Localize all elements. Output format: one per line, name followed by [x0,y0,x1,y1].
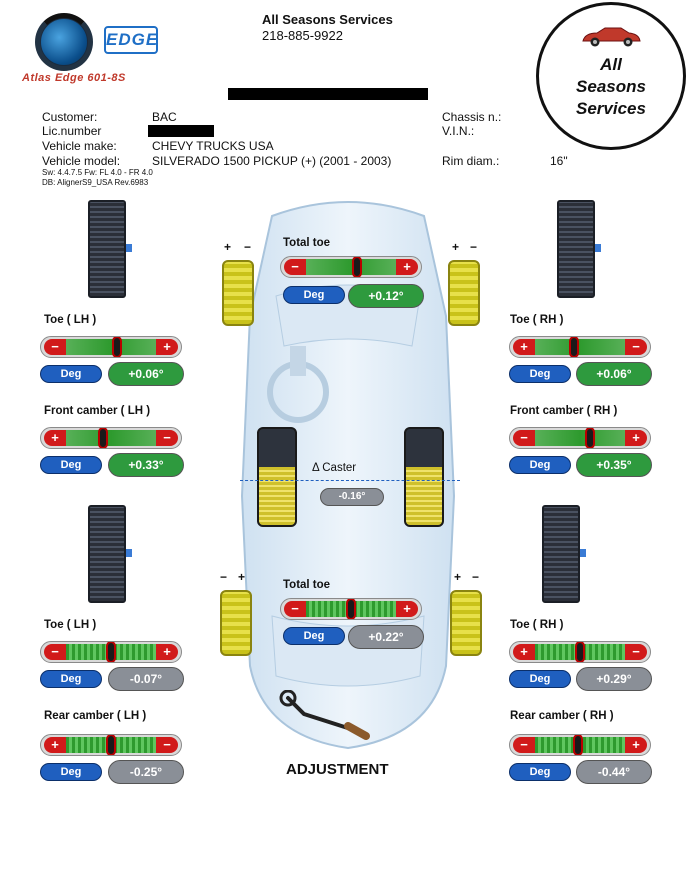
database-line: DB: AlignerS9_USA Rev.6983 [42,178,149,187]
shop-name: All Seasons Services [262,12,393,27]
front-toe-rh-value: +0.06° [576,362,652,386]
rear-camber-lh-value: -0.25° [108,760,184,784]
badge-text-1: All [600,55,622,74]
rear-camber-rh-value: -0.44° [576,760,652,784]
front-toe-rh-gauge: + − [509,336,651,358]
redacted-bar [228,88,428,100]
rear-toe-lh-title: Toe ( LH ) [44,619,97,631]
wrench-icon [278,690,374,742]
caster-right-column [404,427,444,527]
adjustment-label: ADJUSTMENT [286,761,389,778]
front-toe-rh-unit-button[interactable]: Deg [509,365,571,383]
delta-caster-value: -0.16° [320,488,384,506]
shop-badge [536,2,686,150]
rr-minus: − [472,570,480,584]
redacted-lic [148,125,214,137]
chassis-label: Chassis n.: [442,110,502,124]
front-toe-lh-title: Toe ( LH ) [44,314,97,326]
rear-right-tire-profile [542,505,580,603]
fl-plus: + [224,240,232,254]
fl-minus: − [244,240,252,254]
rear-toe-rh-value: +0.29° [576,667,652,691]
front-toe-lh-value: +0.06° [108,362,184,386]
rear-total-toe-gauge: − + [280,598,422,620]
front-camber-rh-title: Front camber ( RH ) [510,405,618,417]
classic-car-icon [579,25,643,47]
rear-left-wheel [220,590,252,656]
rear-toe-lh-value: -0.07° [108,667,184,691]
front-camber-rh-value: +0.35° [576,453,652,477]
delta-caster-title: Δ Caster [312,462,357,474]
rear-camber-rh-unit-button[interactable]: Deg [509,763,571,781]
caster-left-column [257,427,297,527]
edge-logo: EDGE [104,26,158,54]
vin-label: V.I.N.: [442,124,475,138]
front-total-toe-gauge [280,256,422,278]
gauge-needle [346,598,356,620]
rear-toe-lh-gauge: − + [40,641,182,663]
rear-camber-rh-title: Rear camber ( RH ) [510,710,614,722]
make-label: Vehicle make: [42,139,117,153]
gauge-needle [98,427,108,449]
fr-minus: − [470,240,478,254]
rl-plus: + [238,570,246,584]
rim-label: Rim diam.: [442,154,500,168]
front-total-toe-title: Total toe [283,237,331,249]
fr-plus: + [452,240,460,254]
caster-axis-line [240,480,460,481]
aligner-model: Atlas Edge 601-8S [22,72,126,84]
rr-plus: + [454,570,462,584]
software-line: Sw: 4.4.7.5 Fw: FL 4.0 - FR 4.0 [42,168,153,177]
gauge-needle [573,734,583,756]
gauge-needle [585,427,595,449]
atlas-equipment-logo [38,16,90,68]
rim-value: 16" [550,154,568,168]
front-right-tire-profile [557,200,595,298]
make-value: CHEVY TRUCKS USA [152,139,274,153]
front-toe-lh-unit-button[interactable]: Deg [40,365,102,383]
rear-total-toe-value: +0.22° [348,625,424,649]
front-camber-lh-gauge: + − [40,427,182,449]
rear-left-tire-profile [88,505,126,603]
front-camber-lh-value: +0.33° [108,453,184,477]
gauge-needle [112,336,122,358]
badge-text-2: Seasons [576,77,646,96]
gauge-needle [106,734,116,756]
lic-label: Lic.number [42,124,102,138]
rl-minus: − [220,570,228,584]
front-total-toe-value: +0.12° [348,284,424,308]
rear-camber-lh-title: Rear camber ( LH ) [44,710,147,722]
gauge-needle [575,641,585,663]
rear-right-wheel [450,590,482,656]
front-toe-rh-title: Toe ( RH ) [510,314,564,326]
rear-toe-lh-unit-button[interactable]: Deg [40,670,102,688]
rear-total-toe-unit-button[interactable]: Deg [283,627,345,645]
front-camber-rh-unit-button[interactable]: Deg [509,456,571,474]
gauge-needle [569,336,579,358]
rear-camber-lh-unit-button[interactable]: Deg [40,763,102,781]
rear-camber-lh-gauge: + − [40,734,182,756]
rear-toe-rh-unit-button[interactable]: Deg [509,670,571,688]
front-camber-lh-unit-button[interactable]: Deg [40,456,102,474]
badge-text-3: Services [576,99,646,118]
front-camber-lh-title: Front camber ( LH ) [44,405,151,417]
front-toe-lh-gauge: − + [40,336,182,358]
gauge-needle [106,641,116,663]
customer-value: BAC [152,110,177,124]
rear-toe-rh-title: Toe ( RH ) [510,619,564,631]
gauge-needle [352,256,362,278]
front-left-tire-profile [88,200,126,298]
front-camber-rh-gauge: − + [509,427,651,449]
rear-total-toe-title: Total toe [283,579,331,591]
minus-zone: − [284,259,306,275]
front-right-wheel [448,260,480,326]
front-left-wheel [222,260,254,326]
model-value: SILVERADO 1500 PICKUP (+) (2001 - 2003) [152,154,392,168]
shop-phone: 218-885-9922 [262,28,343,43]
plus-zone: + [396,259,418,275]
model-label: Vehicle model: [42,154,121,168]
rear-camber-rh-gauge: − + [509,734,651,756]
front-total-toe-unit-button[interactable]: Deg [283,286,345,304]
rear-toe-rh-gauge: + − [509,641,651,663]
customer-label: Customer: [42,110,98,124]
